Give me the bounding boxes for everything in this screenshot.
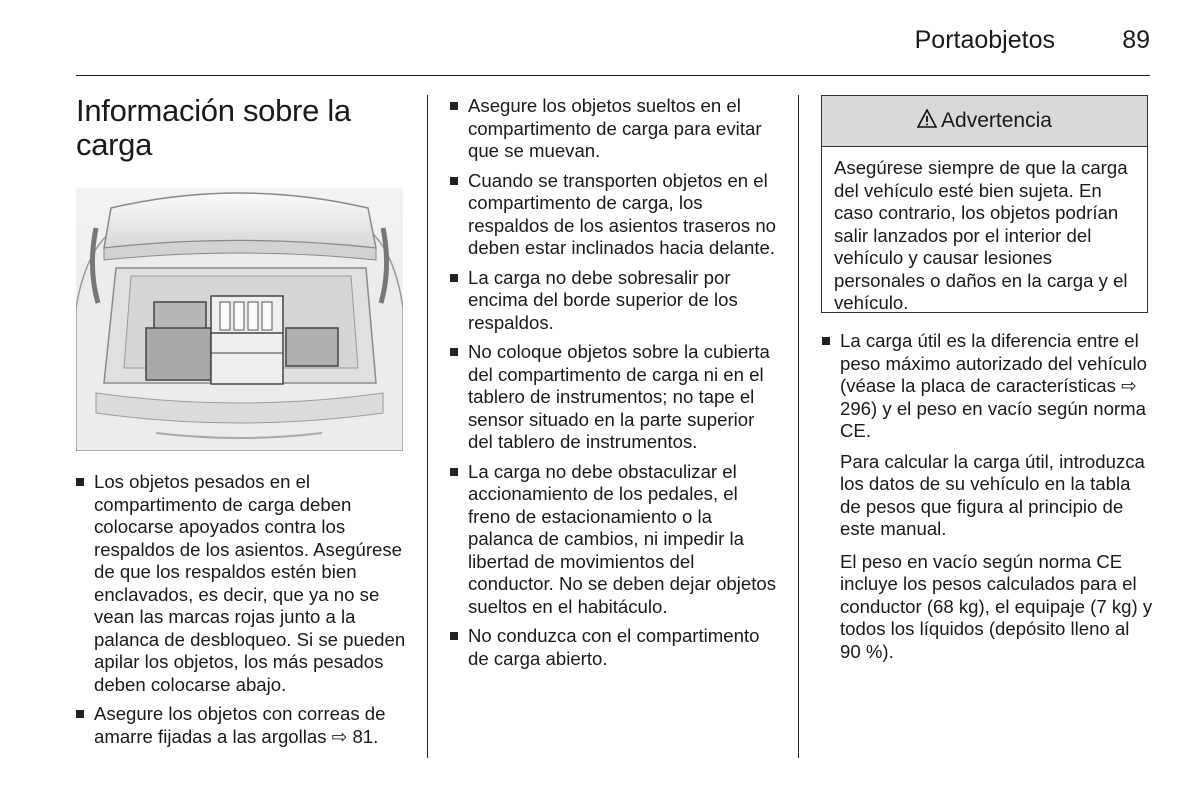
list-item: Asegure los objetos sueltos en el compartimento de carga para evitar que se muevan. — [450, 95, 780, 163]
cargo-instructions-list-left — [76, 471, 408, 755]
payload-section — [822, 330, 1154, 673]
cargo-instructions-list-middle — [450, 95, 780, 677]
page-number: 89 — [1122, 26, 1150, 54]
warning-text: Asegúrese siempre de que la carga del vehículo esté bien sujeta. En caso contrario, los objetos podrían salir lanzados por el interior del vehículo y causar lesiones personales o daños en la carga y el vehículo. — [834, 157, 1128, 313]
bullet-square-icon — [450, 468, 458, 476]
header-divider — [76, 75, 1150, 76]
car-trunk-cargo-illustration — [76, 188, 403, 451]
bullet-square-icon — [76, 710, 84, 718]
page-title: Información sobre la carga — [76, 93, 351, 162]
bullet-square-icon — [450, 274, 458, 282]
list-item: Los objetos pesados en el compartimento de carga deben colocarse apoyados contra los respaldos de los asientos. Asegúrese de que los respaldos estén bien enclavados, es decir, que ya no se vean las marcas rojas junto a la palanca de desbloqueo. Si se pueden apilar los objetos, los más pesados deben colocarse abajo. — [76, 471, 408, 696]
list-item: La carga no debe obstaculizar el accionamiento de los pedales, el freno de estacionamiento o la palanca de cambios, ni impedir la libertad de movimientos del conductor. No se deben dejar objetos sueltos en el habitáculo. — [450, 461, 780, 619]
list-item: La carga no debe sobresalir por encima del borde superior de los respaldos. — [450, 267, 780, 335]
list-item: No coloque objetos sobre la cubierta del compartimento de carga ni en el tablero de instrumentos; no tape el sensor situado en la parte superior del tablero de instrumentos. — [450, 341, 780, 454]
payload-paragraph: El peso en vacío según norma CE incluye los pesos calculados para el conductor (68 kg), el equipaje (7 kg) y todos los líquidos (depósito lleno al 90 %). — [840, 550, 1153, 662]
bullet-square-icon — [76, 478, 84, 486]
list-item: La carga útil es la diferencia entre el peso máximo autorizado del vehículo (véase la placa de características ⇨ 296) y el peso en vacío según norma CE. — [822, 330, 1154, 443]
bullet-square-icon — [450, 102, 458, 110]
warning-box — [821, 95, 1148, 313]
bullet-square-icon — [450, 177, 458, 185]
list-item: Cuando se transporten objetos en el compartimento de carga, los respaldos de los asientos traseros no deben estar inclinados hacia delante. — [450, 170, 780, 260]
column-divider-1 — [427, 95, 428, 758]
bullet-square-icon — [822, 337, 830, 345]
bullet-square-icon — [450, 632, 458, 640]
warning-header — [822, 96, 1147, 147]
warning-triangle-icon — [917, 109, 937, 134]
list-item: Asegure los objetos con correas de amarre fijadas a las argollas ⇨ 81. — [76, 703, 408, 748]
header-section-title: Portaobjetos — [914, 26, 1055, 54]
payload-list — [822, 330, 1154, 443]
warning-title: Advertencia — [941, 109, 1052, 132]
list-item: No conduzca con el compartimento de carga abierto. — [450, 625, 780, 670]
column-divider-2 — [798, 95, 799, 758]
payload-paragraph: Para calcular la carga útil, introduzca los datos de su vehículo en la tabla de pesos que figura al principio de este manual. — [840, 450, 1145, 539]
bullet-square-icon — [450, 348, 458, 356]
